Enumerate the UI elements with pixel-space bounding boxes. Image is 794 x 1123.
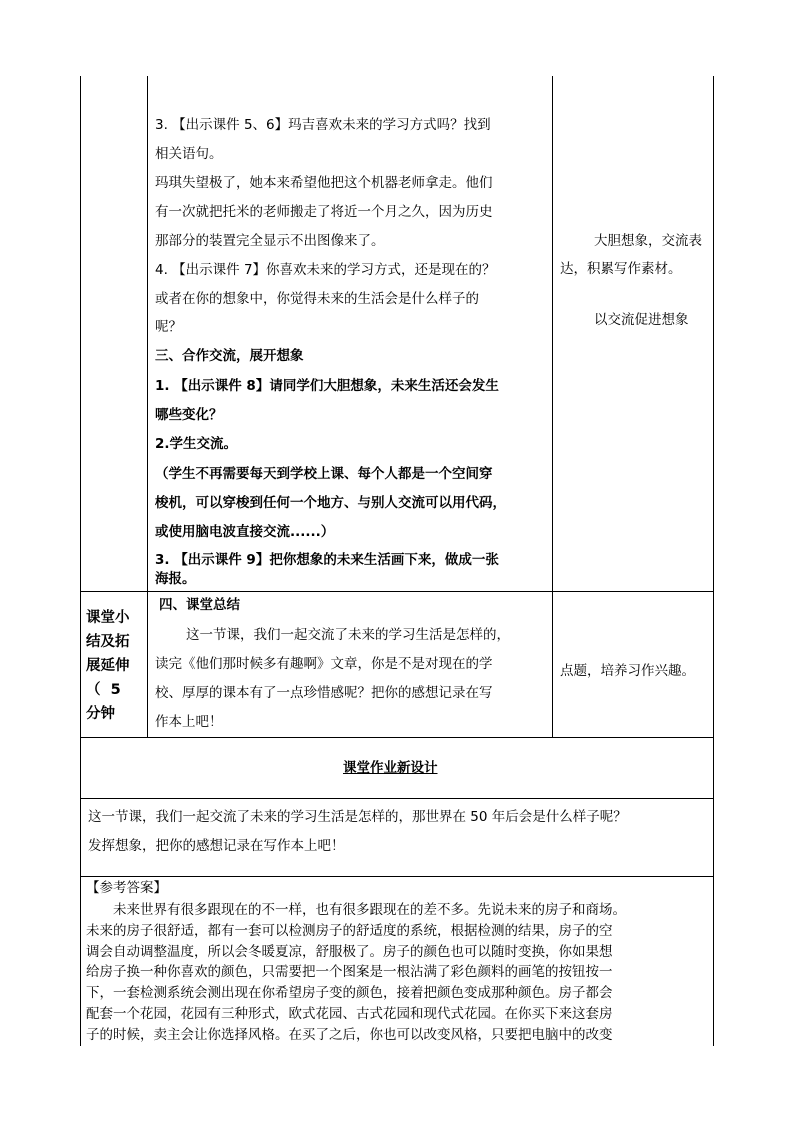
lesson-line: 相关语句。 <box>155 146 223 162</box>
lesson-line: 哪些变化？ <box>155 407 223 423</box>
right-note-3: 以交流促进想象 <box>594 312 689 328</box>
homework-line-1: 这一节课，我们一起交流了未来的学习生活是怎样的，那世界在 50 年后会是什么样子呢？ <box>88 809 627 825</box>
column-divider-2 <box>552 76 553 737</box>
answer-line: 配套一个花园，花园有三种形式，欧式花园、古式花园和现代式花园。在你买下来这套房 <box>86 1006 613 1022</box>
lesson-line: 呢？ <box>155 319 182 335</box>
summary-label-4: （ 5 <box>86 682 121 698</box>
summary-right-note: 点题，培养习作兴趣。 <box>560 663 695 679</box>
table-border-right <box>713 76 714 1046</box>
answer-line: 子的时候，卖主会让你选择风格。在买了之后，你也可以改变风格，只要把电脑中的改变 <box>86 1026 613 1043</box>
answer-line: 调会自动调整温度，所以会冬暖夏凉，舒服极了。房子的颜色也可以随时变换，你如果想 <box>86 943 613 960</box>
summary-label-1: 课堂小 <box>86 610 130 626</box>
table-border-left <box>80 76 81 1046</box>
homework-line-2: 发挥想象，把你的感想记录在写作本上吧！ <box>88 838 345 854</box>
lesson-line: 玛琪失望极了，她本来希望他把这个机器老师拿走。他们 <box>155 175 493 191</box>
lesson-line: 或者在你的想象中，你觉得未来的生活会是什么样子的 <box>155 291 479 307</box>
summary-line-1: 这一节课，我们一起交流了未来的学习生活是怎样的， <box>186 627 510 643</box>
lesson-line: 1. 【出示课件 8】请同学们大胆想象，未来生活还会发生 <box>155 378 499 394</box>
right-note-1: 大胆想象，交流表 <box>594 233 702 249</box>
answer-line: 未来的房子很舒适，都有一套可以检测房子的舒适度的系统，根据检测的结果，房子的空 <box>86 922 613 939</box>
lesson-line: 2.学生交流。 <box>155 436 238 452</box>
answer-line: 下，一套检测系统会测出现在你希望房子变的颜色，接着把颜色变成那种颜色。房子都会 <box>86 985 613 1002</box>
lesson-line: 3. 【出示课件 9】把你想象的未来生活画下来，做成一张 <box>155 552 499 568</box>
lesson-line: 三、合作交流，展开想象 <box>155 348 304 364</box>
lesson-line: 或使用脑电波直接交流......） <box>155 524 335 540</box>
summary-label-2: 结及拓 <box>86 634 130 650</box>
lesson-line: 海报。 <box>155 571 196 587</box>
row-divider-homework-bottom <box>80 876 714 877</box>
lesson-line: 4. 【出示课件 7】你喜欢未来的学习方式，还是现在的？ <box>155 262 496 278</box>
summary-heading: 四、课堂总结 <box>159 597 240 613</box>
summary-line-3: 校、厚厚的课本有了一点珍惜感呢？把你的感想记录在写 <box>155 685 493 701</box>
lesson-line: （学生不再需要每天到学校上课、每个人都是一个空间穿 <box>155 466 493 482</box>
summary-line-4: 作本上吧！ <box>155 714 223 730</box>
column-divider-1 <box>147 76 148 737</box>
lesson-line: 3. 【出示课件 5、6】玛吉喜欢未来的学习方式吗？找到 <box>155 117 491 133</box>
lesson-line: 有一次就把托米的老师搬走了将近一个月之久，因为历史 <box>155 204 493 220</box>
lesson-line: 梭机，可以穿梭到任何一个地方、与别人交流可以用代码， <box>155 495 506 511</box>
right-note-2: 达，积累写作素材。 <box>560 261 682 277</box>
answer-line: 给房子换一种你喜欢的颜色，只需要把一个图案是一根沾满了彩色颜料的画笔的按钮按一 <box>86 964 613 981</box>
answer-line: 未来世界有很多跟现在的不一样，也有很多跟现在的差不多。先说未来的房子和商场。 <box>86 902 626 918</box>
summary-line-2: 读完《他们那时候多有趣啊》文章，你是不是对现在的学 <box>155 656 493 672</box>
summary-label-5: 分钟 <box>86 706 115 722</box>
row-divider-summary-bottom <box>80 737 714 738</box>
summary-label-3: 展延伸 <box>86 658 130 674</box>
row-divider-homework-title-bottom <box>80 798 714 799</box>
answer-label: 【参考答案】 <box>86 880 167 896</box>
homework-title: 课堂作业新设计 <box>343 760 438 776</box>
lesson-line: 那部分的装置完全显示不出图像来了。 <box>155 233 385 249</box>
